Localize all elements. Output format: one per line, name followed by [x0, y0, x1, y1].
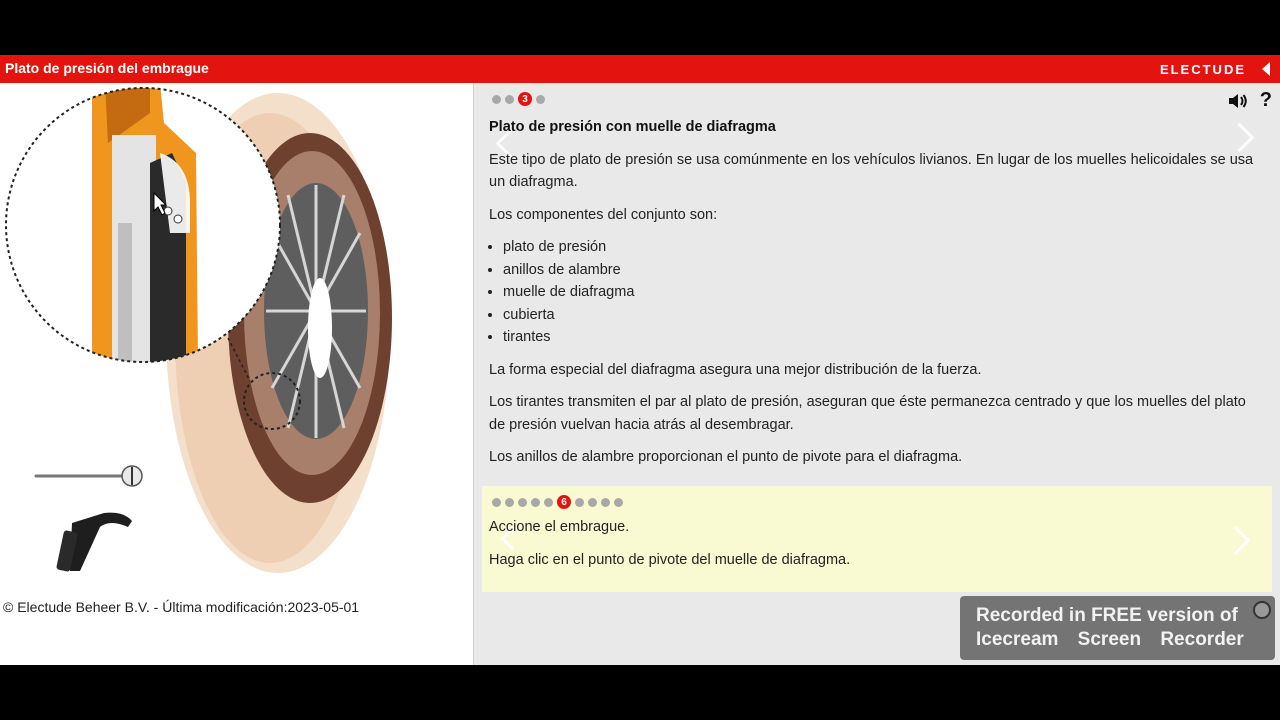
info-dot[interactable] [492, 95, 501, 104]
components-list [489, 236, 1259, 349]
record-icon [1253, 601, 1271, 619]
task-dot-active[interactable]: 6 [557, 495, 571, 509]
info-panel [474, 83, 1280, 665]
task-box [482, 486, 1272, 592]
list-item: • muelle de diafragma [503, 281, 1259, 304]
task-dot[interactable] [588, 498, 597, 507]
sound-icon[interactable] [1228, 93, 1248, 109]
info-paragraph-2: Los componentes del conjunto son: [489, 206, 718, 223]
task-next-arrow-icon[interactable] [1221, 526, 1251, 556]
info-dot[interactable] [505, 95, 514, 104]
info-content [489, 113, 1259, 479]
task-page-dots [492, 495, 623, 509]
collapse-icon[interactable] [1262, 62, 1270, 76]
animation-panel [0, 83, 474, 665]
task-dot[interactable] [614, 498, 623, 507]
list-item: • plato de presión [503, 236, 1259, 259]
task-instruction-2: Haga clic en el punto de pivote del muelle de diafragma. [489, 552, 851, 568]
info-paragraph-3: La forma especial del diafragma asegura una mejor distribución de la fuerza. [489, 361, 982, 378]
recorder-watermark [960, 596, 1275, 660]
info-paragraph-5: Los anillos de alambre proporcionan el punto de pivote para el diafragma. [489, 449, 963, 465]
task-dot[interactable] [601, 498, 610, 507]
list-item: • tirantes [503, 326, 1259, 349]
info-page-dots [492, 92, 545, 106]
page-title: Plato de presión del embrague [5, 60, 209, 76]
letterbox-top [0, 0, 1280, 55]
list-item: • anillos de alambre [503, 259, 1259, 282]
task-dot[interactable] [575, 498, 584, 507]
task-dot[interactable] [518, 498, 527, 507]
watermark-line-2: Icecream Screen Recorder [976, 629, 1244, 650]
info-dot-active[interactable]: 3 [518, 92, 532, 106]
clutch-illustration[interactable] [0, 83, 473, 665]
task-dot[interactable] [544, 498, 553, 507]
info-heading: Plato de presión con muelle de diafragma [489, 119, 776, 135]
info-paragraph-1: Este tipo de plato de presión se usa comúnmente en los vehículos livianos. En lugar de los muelles helicoidales se usa un diafragma. [489, 151, 1254, 190]
copyright-notice: © Electude Beheer B.V. - Última modificación:2023-05-01 [3, 599, 360, 615]
letterbox-bottom [0, 665, 1280, 720]
help-icon[interactable]: ? [1259, 89, 1272, 111]
task-dot[interactable] [492, 498, 501, 507]
task-instruction-1: Accione el embrague. [489, 519, 630, 535]
watermark-line-1: Recorded in FREE version of [976, 605, 1238, 626]
brand-logo: ELECTUDE [1159, 62, 1246, 77]
info-dot[interactable] [536, 95, 545, 104]
task-dot[interactable] [531, 498, 540, 507]
list-item: • cubierta [503, 304, 1259, 327]
title-bar [0, 55, 1280, 83]
info-paragraph-4: Los tirantes transmiten el par al plato de presión, aseguran que éste permanezca centrado y que los muelles del plato de presión vuelvan hacia atrás al desembragar. [489, 394, 1246, 433]
center-hole [308, 278, 332, 378]
task-dot[interactable] [505, 498, 514, 507]
pedal-icon[interactable] [56, 513, 132, 572]
